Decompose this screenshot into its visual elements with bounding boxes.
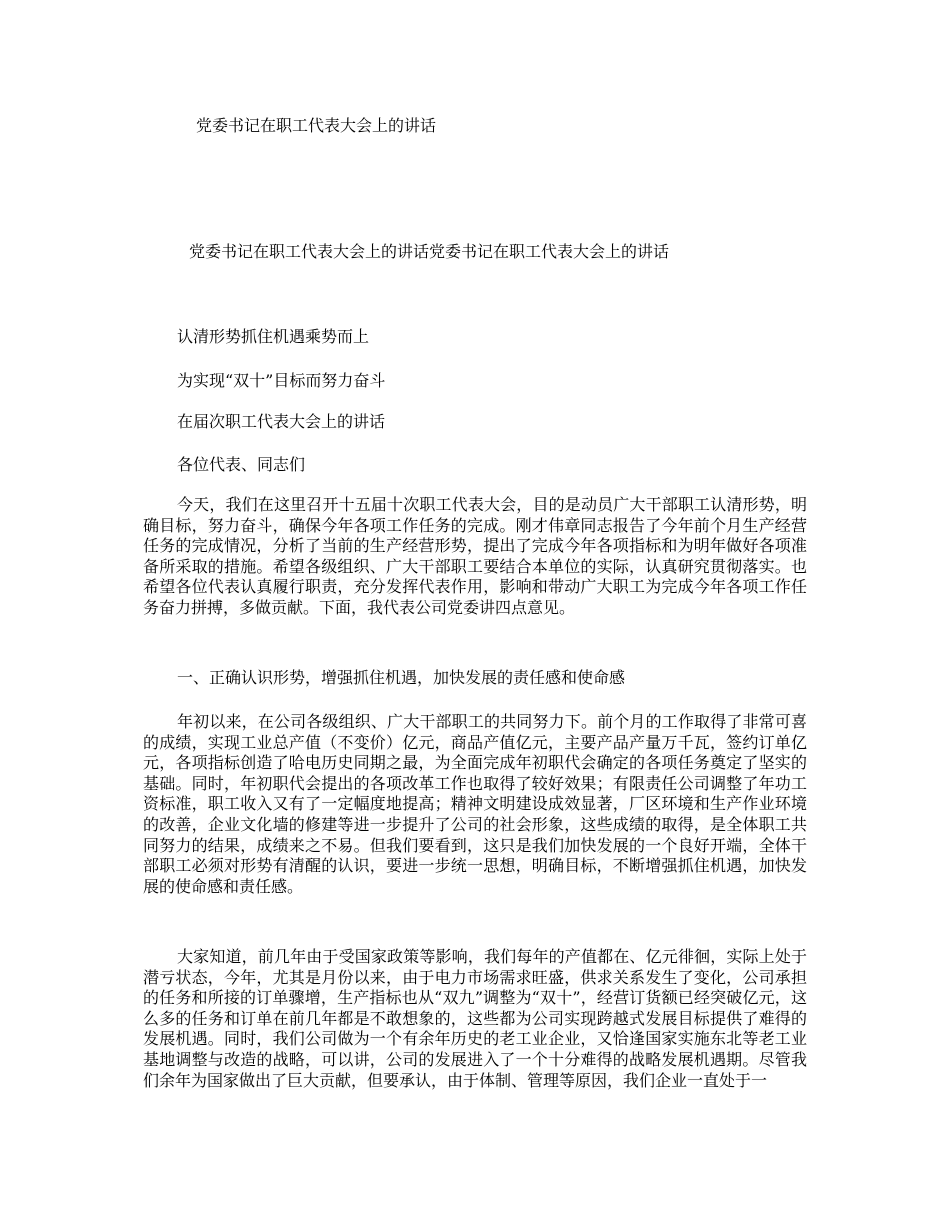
paragraph-1: 今天，我们在这里召开十五届十次职工代表大会，目的是动员广大干部职工认清形势，明确目标，努力奋斗，确保今年各项工作任务的完成。刚才伟章同志报告了今年前个月生产经营任务的完成情况，分析了当前的生产经营形势，提出了完成今年各项指标和为明年做好各项准备所采取的措施。希望各级组织、广大干部职工要结合本单位的实际，认真研究贯彻落实。也希望各位代表认真履行职责，充分发挥代表作用，影响和带动广大职工为完成今年各项工作任务奋力拼搏，多做贡献。下面，我代表公司党委讲四点意见。 [143, 495, 807, 617]
subtitle-2: 为实现“双十”目标而努力奋斗 [177, 371, 386, 390]
paragraph-3: 大家知道，前几年由于受国家政策等影响，我们每年的产值都在、亿元徘徊，实际上处于潜亏状态，今年，尤其是月份以来，由于电力市场需求旺盛，供求关系发生了变化，公司承担的任务和所接的订单骤增，生产指标也从“双九”调整为“双十”，经营订货额已经突破亿元，这么多的任务和订单在前几年都是不敢想象的，这些都为公司实现跨越式发展目标提供了难得的发展机遇。同时，我们公司做为一个有余年历史的老工业企业，又恰逢国家实施东北等老工业基地调整与改造的战略，可以讲，公司的发展进入了一个十分难得的战略发展机遇期。尽管我们余年为国家做出了巨大贡献，但要承认，由于体制、管理等原因，我们企业一直处于一 [143, 947, 807, 1090]
salutation: 各位代表、同志们 [177, 455, 306, 474]
main-title: 党委书记在职工代表大会上的讲话党委书记在职工代表大会上的讲话 [189, 242, 670, 261]
section-heading-1: 一、正确认识形势，增强抓住机遇，加快发展的责任感和使命感 [177, 668, 626, 687]
subtitle-3: 在届次职工代表大会上的讲话 [177, 412, 386, 431]
subtitle-1: 认清形势抓住机遇乘势而上 [177, 327, 370, 346]
header-title: 党委书记在职工代表大会上的讲话 [196, 116, 437, 135]
paragraph-2: 年初以来，在公司各级组织、广大干部职工的共同努力下。前个月的工作取得了非常可喜的成绩，实现工业总产值（不变价）亿元，商品产值亿元，主要产品产量万千瓦，签约订单亿元，各项指标创造了哈电历史同期之最，为全面完成年初职代会确定的各项任务奠定了坚实的基础。同时，年初职代会提出的各项改革工作也取得了较好效果；有限责任公司调整了年功工资标准，职工收入又有了一定幅度地提高；精神文明建设成效显著，厂区环境和生产作业环境的改善，企业文化墙的修建等进一步提升了公司的社会形象，这些成绩的取得，是全体职工共同努力的结果，成绩来之不易。但我们要看到，这只是我们加快发展的一个良好开端，全体干部职工必须对形势有清醒的认识，要进一步统一思想，明确目标，不断增强抓住机遇，加快发展的使命感和责任感。 [143, 712, 807, 896]
